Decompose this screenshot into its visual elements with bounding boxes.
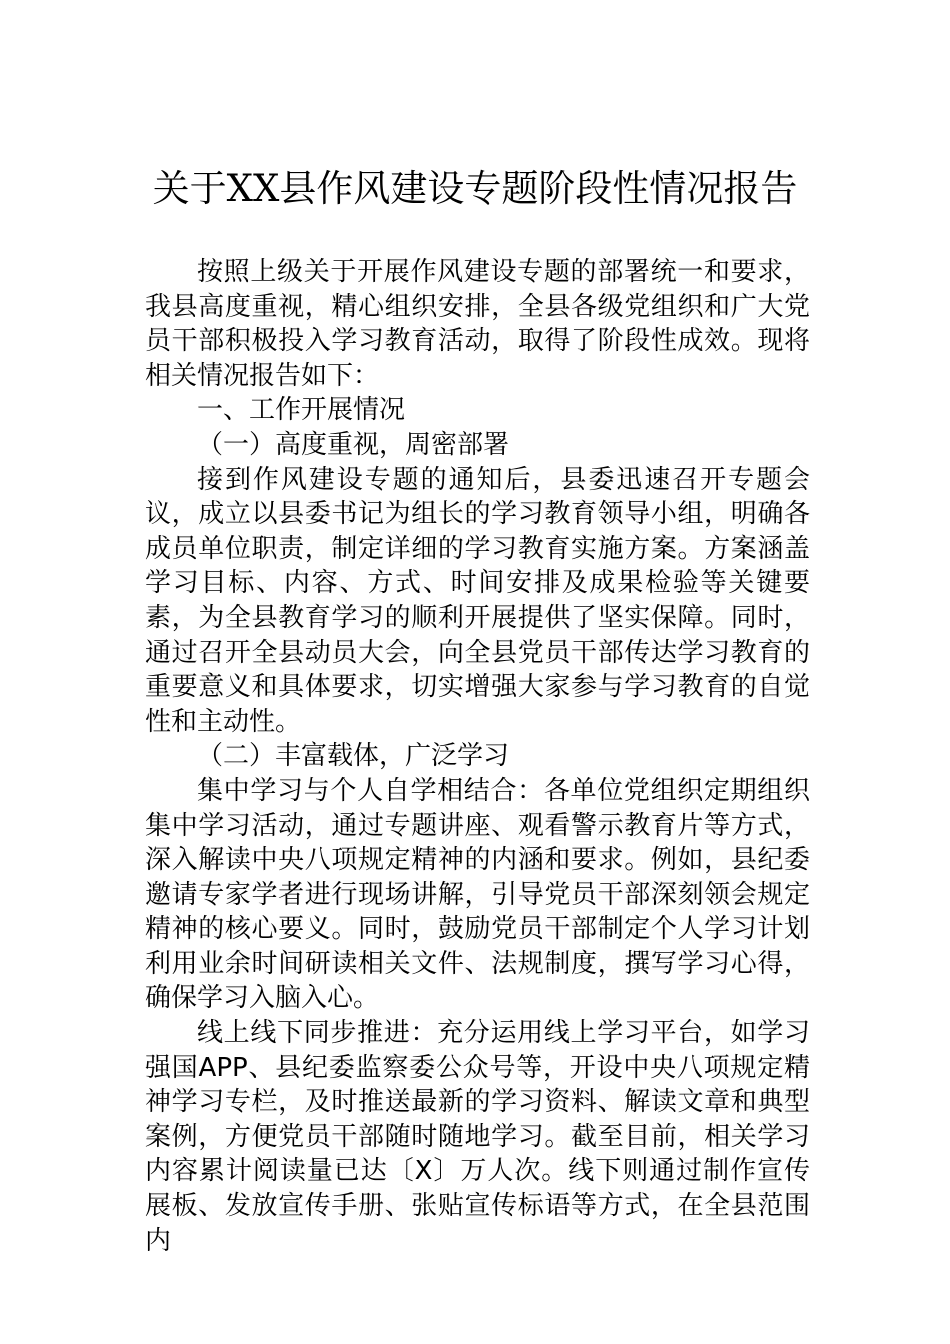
body-paragraph: 接到作风建设专题的通知后，县委迅速召开专题会议，成立以县委书记为组长的学习教育领导小组，明确各成员单位职责，制定详细的学习教育实施方案。方案涵盖学习目标、内容、方式、时间安排及成果检验等关键要素，为全县教育学习的顺利开展提供了坚实保障。同时，通过召开全县动员大会，向全县党员干部传达学习教育的重要意义和具体要求，切实增强大家参与学习教育的自觉性和主动性。 bbox=[145, 464, 810, 737]
body-paragraph: 集中学习与个人自学相结合：各单位党组织定期组织集中学习活动，通过专题讲座、观看警示教育片等方式，深入解读中央八项规定精神的内涵和要求。例如，县纪委邀请专家学者进行现场讲解，引导党员干部深刻领会规定精神的核心要义。同时，鼓励党员干部制定个人学习计划利用业余时间研读相关文件、法规制度，撰写学习心得，确保学习入脑入心。 bbox=[145, 775, 810, 1014]
document-body bbox=[145, 255, 810, 1258]
subsection-heading-2: （二）丰富载体，广泛学习 bbox=[197, 741, 510, 772]
body-paragraph: 线上线下同步推进：充分运用线上学习平台，如学习强国APP、县纪委监察委公众号等，开设中央八项规定精神学习专栏，及时推送最新的学习资料、解读文章和典型案例，方便党员干部随时随地学习。截至目前，相关学习内容累计阅读量已达〔X〕万人次。线下则通过制作宣传展板、发放宣传手册、张贴宣传标语等方式，在全县范围内 bbox=[145, 1018, 810, 1256]
document-title: 关于XX县作风建设专题阶段性情况报告 bbox=[152, 167, 798, 210]
section-heading-1: 一、工作开展情况 bbox=[197, 395, 406, 426]
subsection-heading-1: （一）高度重视，周密部署 bbox=[197, 429, 510, 460]
intro-paragraph: 按照上级关于开展作风建设专题的部署统一和要求，我县高度重视，精心组织安排，全县各级党组织和广大党员干部积极投入学习教育活动，取得了阶段性成效。现将相关情况报告如下： bbox=[145, 257, 810, 391]
